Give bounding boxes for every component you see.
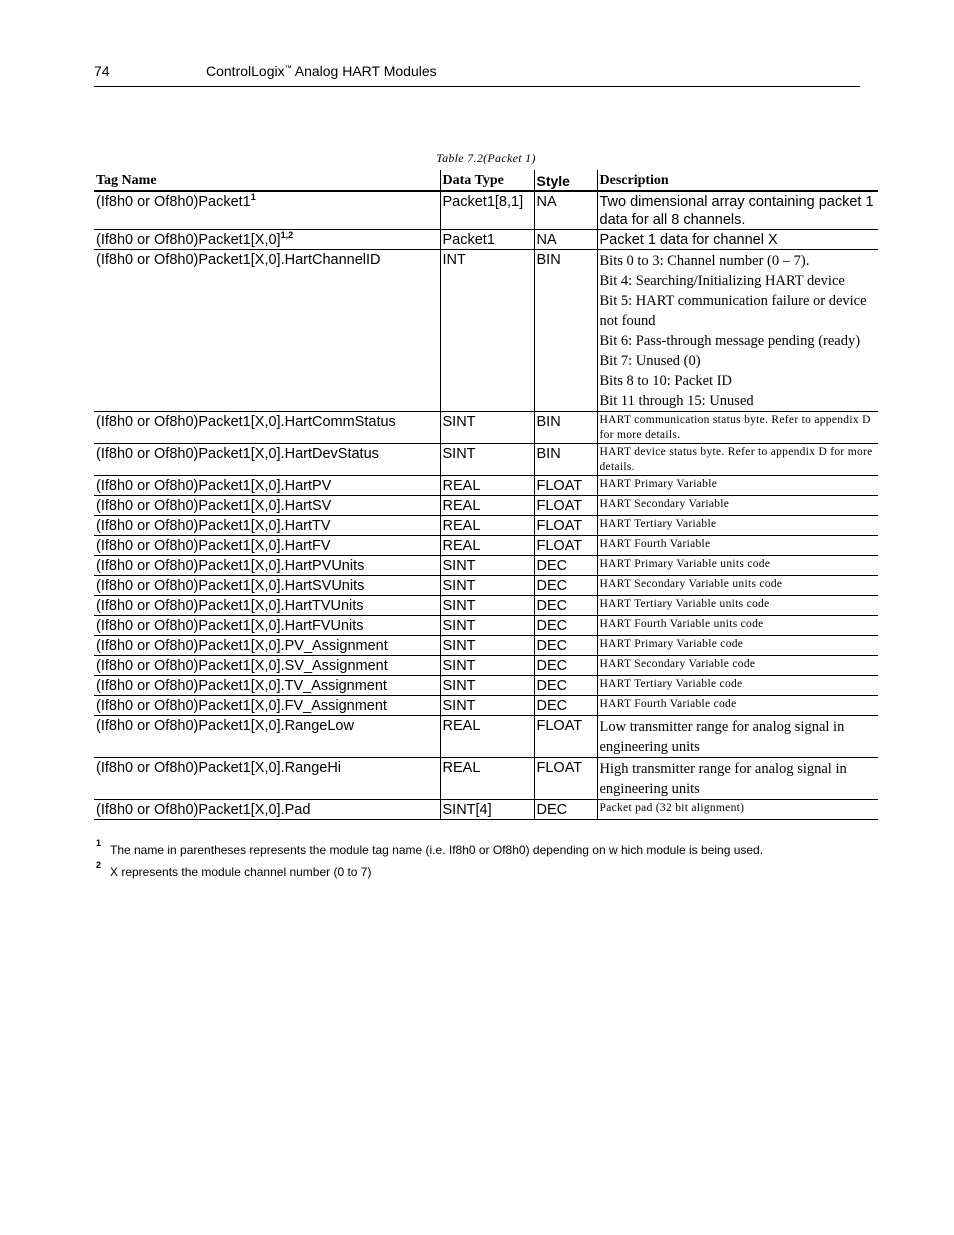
table-row — [94, 556, 878, 576]
description-cell — [597, 656, 878, 676]
running-title — [206, 63, 437, 79]
description-line: Bit 6: Pass-through message pending (ready) — [599, 333, 861, 349]
description-line: HART Primary Variable units code — [599, 558, 771, 570]
description-line: HART Secondary Variable units code — [599, 578, 783, 590]
table-row — [94, 716, 878, 758]
table-row — [94, 250, 878, 412]
footnotes — [94, 840, 878, 884]
tag-name-cell — [94, 191, 440, 230]
table-row — [94, 616, 878, 636]
table-row — [94, 656, 878, 676]
description-line: Packet 1 data for channel X — [599, 232, 778, 248]
header-tag-name: Tag Name — [94, 170, 440, 191]
tag-name-cell — [94, 656, 440, 676]
description-line: Bit 11 through 15: Unused — [599, 393, 754, 409]
description-cell — [597, 556, 878, 576]
style-cell: DEC — [534, 656, 597, 676]
data-type-cell: SINT — [440, 444, 534, 476]
style-cell: DEC — [534, 696, 597, 716]
tag-name: (If8h0 or Of8h0)Packet1[X,0].TV_Assignment — [96, 678, 387, 694]
tag-name-cell — [94, 696, 440, 716]
description-line: Packet pad (32 bit alignment) — [599, 802, 745, 814]
description-cell — [597, 191, 878, 230]
data-type-cell: SINT — [440, 556, 534, 576]
running-title-rest: Analog HART Modules — [291, 63, 437, 79]
tag-name: (If8h0 or Of8h0)Packet1[X,0].RangeHi — [96, 760, 342, 776]
tag-name: (If8h0 or Of8h0)Packet1[X,0].HartPVUnits — [96, 558, 365, 574]
style-cell: DEC — [534, 576, 597, 596]
footnote-text: X represents the module channel number (0 to 7) — [110, 865, 372, 879]
tag-name-cell — [94, 716, 440, 758]
tag-name-cell — [94, 444, 440, 476]
table-row — [94, 800, 878, 820]
description-line: High transmitter range for analog signal in engineering units — [599, 761, 847, 797]
tag-name-cell — [94, 596, 440, 616]
style-cell: FLOAT — [534, 716, 597, 758]
description-line: HART communication status byte. Refer to appendix D for more details. — [599, 414, 871, 441]
style-cell: BIN — [534, 412, 597, 444]
description-cell — [597, 476, 878, 496]
style-cell: DEC — [534, 616, 597, 636]
description-line: HART Tertiary Variable — [599, 518, 717, 530]
style-cell: FLOAT — [534, 476, 597, 496]
data-type-cell: SINT — [440, 596, 534, 616]
style-cell: NA — [534, 191, 597, 230]
table-row — [94, 696, 878, 716]
table-body — [94, 191, 878, 820]
tag-name-cell — [94, 250, 440, 412]
description-line: HART Tertiary Variable units code — [599, 598, 770, 610]
tag-name: (If8h0 or Of8h0)Packet1[X,0].FV_Assignment — [96, 698, 387, 714]
data-type-cell: SINT[4] — [440, 800, 534, 820]
tag-name-cell — [94, 412, 440, 444]
page-header — [94, 62, 860, 87]
description-cell — [597, 636, 878, 656]
style-cell: DEC — [534, 636, 597, 656]
description-line: HART Tertiary Variable code — [599, 678, 743, 690]
tag-name-cell — [94, 576, 440, 596]
description-cell — [597, 800, 878, 820]
description-cell — [597, 444, 878, 476]
tag-name: (If8h0 or Of8h0)Packet1[X,0] — [96, 232, 281, 248]
data-type-cell: SINT — [440, 676, 534, 696]
tag-name-cell — [94, 476, 440, 496]
table-row — [94, 191, 878, 230]
header-description: Description — [597, 170, 878, 191]
description-line: Two dimensional array containing packet 1 data for all 8 channels. — [599, 194, 874, 228]
data-type-cell: Packet1 — [440, 230, 534, 250]
description-cell — [597, 516, 878, 536]
table-row — [94, 476, 878, 496]
tag-name-cell — [94, 616, 440, 636]
description-line: HART Secondary Variable code — [599, 658, 756, 670]
tag-name: (If8h0 or Of8h0)Packet1[X,0].HartChannelID — [96, 252, 381, 268]
tag-name: (If8h0 or Of8h0)Packet1[X,0].HartSV — [96, 498, 332, 514]
tag-name-cell — [94, 536, 440, 556]
table-row — [94, 758, 878, 800]
description-cell — [597, 696, 878, 716]
description-line: Bits 0 to 3: Channel number (0 – 7). — [599, 253, 810, 269]
table-row — [94, 412, 878, 444]
trademark-symbol: ™ — [284, 65, 292, 72]
table-row — [94, 496, 878, 516]
description-cell — [597, 758, 878, 800]
description-line: HART Fourth Variable — [599, 538, 711, 550]
table-header-row — [94, 170, 878, 191]
tag-name-cell — [94, 636, 440, 656]
table-row — [94, 596, 878, 616]
description-line: HART Primary Variable code — [599, 638, 744, 650]
data-type-cell: SINT — [440, 656, 534, 676]
tag-name: (If8h0 or Of8h0)Packet1 — [96, 194, 251, 210]
description-cell — [597, 496, 878, 516]
tag-name-cell — [94, 800, 440, 820]
description-line: Low transmitter range for analog signal in engineering units — [599, 719, 845, 755]
tag-name: (If8h0 or Of8h0)Packet1[X,0].HartFVUnits — [96, 618, 364, 634]
style-cell: DEC — [534, 800, 597, 820]
footnote — [94, 862, 878, 884]
table-row — [94, 576, 878, 596]
description-cell — [597, 676, 878, 696]
data-type-cell: REAL — [440, 516, 534, 536]
description-line: Bits 8 to 10: Packet ID — [599, 373, 733, 389]
page-number: 74 — [94, 63, 110, 79]
style-cell: DEC — [534, 676, 597, 696]
table-row — [94, 230, 878, 250]
tag-name: (If8h0 or Of8h0)Packet1[X,0].HartFV — [96, 538, 331, 554]
table-row — [94, 636, 878, 656]
header-data-type: Data Type — [440, 170, 534, 191]
tag-name: (If8h0 or Of8h0)Packet1[X,0].HartCommStatus — [96, 414, 396, 430]
data-type-cell: SINT — [440, 412, 534, 444]
tag-name: (If8h0 or Of8h0)Packet1[X,0].SV_Assignment — [96, 658, 388, 674]
data-type-cell: REAL — [440, 716, 534, 758]
tag-name: (If8h0 or Of8h0)Packet1[X,0].RangeLow — [96, 718, 354, 734]
description-cell — [597, 412, 878, 444]
data-type-cell: Packet1[8,1] — [440, 191, 534, 230]
data-type-cell: REAL — [440, 536, 534, 556]
table-row — [94, 536, 878, 556]
data-type-cell: REAL — [440, 758, 534, 800]
description-cell — [597, 230, 878, 250]
tag-name-cell — [94, 516, 440, 536]
data-type-cell: SINT — [440, 616, 534, 636]
description-line: HART Secondary Variable — [599, 498, 730, 510]
tag-name: (If8h0 or Of8h0)Packet1[X,0].HartTVUnits — [96, 598, 364, 614]
description-line: HART Fourth Variable code — [599, 698, 737, 710]
tag-name-cell — [94, 758, 440, 800]
data-type-cell: SINT — [440, 696, 534, 716]
footnote-text: The name in parentheses represents the module tag name (i.e. If8h0 or Of8h0) depending on w hich module is being used. — [110, 843, 764, 857]
description-cell — [597, 250, 878, 412]
description-line: HART device status byte. Refer to appendix D for more details. — [599, 446, 873, 473]
table-row — [94, 516, 878, 536]
description-cell — [597, 576, 878, 596]
style-cell: FLOAT — [534, 536, 597, 556]
description-cell — [597, 596, 878, 616]
description-cell — [597, 536, 878, 556]
style-cell: DEC — [534, 596, 597, 616]
tag-name-cell — [94, 496, 440, 516]
tag-name-cell — [94, 230, 440, 250]
description-line: HART Primary Variable — [599, 478, 718, 490]
footnote — [94, 840, 878, 862]
style-cell: BIN — [534, 444, 597, 476]
tag-name: (If8h0 or Of8h0)Packet1[X,0].HartTV — [96, 518, 331, 534]
tag-name: (If8h0 or Of8h0)Packet1[X,0].PV_Assignment — [96, 638, 388, 654]
data-type-cell: SINT — [440, 576, 534, 596]
footnote-reference: 1 — [250, 192, 256, 202]
data-type-cell: SINT — [440, 636, 534, 656]
style-cell: FLOAT — [534, 496, 597, 516]
description-cell — [597, 616, 878, 636]
table-caption: Table 7.2(Packet 1) — [436, 151, 536, 165]
header-style: Style — [534, 170, 597, 191]
packet-table — [94, 170, 878, 820]
style-cell: DEC — [534, 556, 597, 576]
tag-name: (If8h0 or Of8h0)Packet1[X,0].HartDevStatus — [96, 446, 379, 462]
data-type-cell: INT — [440, 250, 534, 412]
description-line: Bit 5: HART communication failure or device not found — [599, 293, 867, 329]
style-cell: NA — [534, 230, 597, 250]
table-row — [94, 444, 878, 476]
description-line: HART Fourth Variable units code — [599, 618, 764, 630]
style-cell: BIN — [534, 250, 597, 412]
tag-name-cell — [94, 556, 440, 576]
style-cell: FLOAT — [534, 516, 597, 536]
description-line: Bit 7: Unused (0) — [599, 353, 701, 369]
data-type-cell: REAL — [440, 476, 534, 496]
table-row — [94, 676, 878, 696]
footnote-reference: 1,2 — [280, 230, 294, 240]
description-cell — [597, 716, 878, 758]
footnote-mark: 2 — [96, 860, 102, 870]
style-cell: FLOAT — [534, 758, 597, 800]
tag-name: (If8h0 or Of8h0)Packet1[X,0].Pad — [96, 802, 311, 818]
description-line: Bit 4: Searching/Initializing HART device — [599, 273, 845, 289]
tag-name: (If8h0 or Of8h0)Packet1[X,0].HartSVUnits — [96, 578, 365, 594]
footnote-mark: 1 — [96, 838, 102, 848]
running-title-main: ControlLogix — [206, 63, 285, 79]
tag-name-cell — [94, 676, 440, 696]
data-type-cell: REAL — [440, 496, 534, 516]
tag-name: (If8h0 or Of8h0)Packet1[X,0].HartPV — [96, 478, 332, 494]
